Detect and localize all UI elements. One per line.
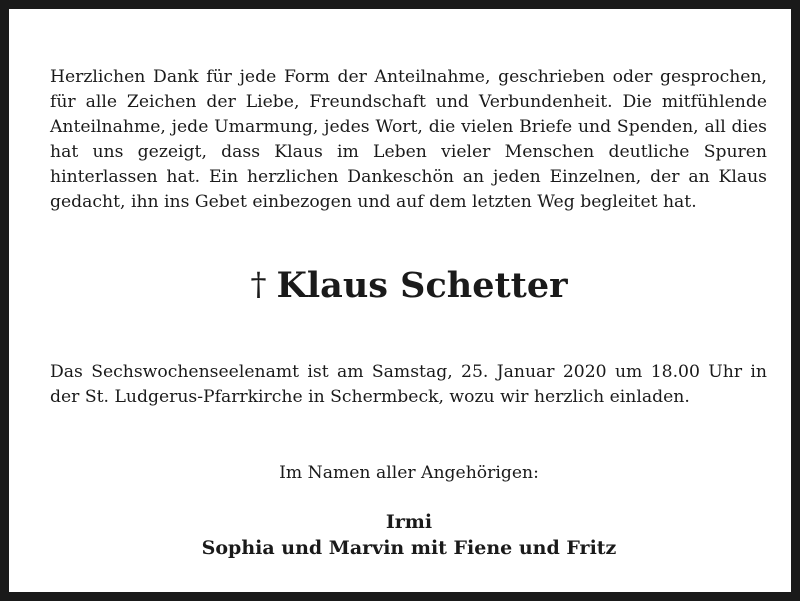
deceased-name: Klaus Schetter xyxy=(276,265,568,306)
cross-icon: † xyxy=(250,265,267,303)
on-behalf-line: Im Namen aller Angehörigen: xyxy=(279,463,539,483)
family-member-line: Sophia und Marvin mit Fiene und Fritz xyxy=(201,537,617,559)
mass-announcement: Das Sechswochenseelenamt ist am Samstag, 25. Januar 2020 um 18.00 Uhr in der St. Ludgerus-Pfarrkirche in Schermbeck, wozu wir herzlich einladen. xyxy=(50,362,767,407)
thanks-paragraph: Herzlichen Dank für jede Form der Anteilnahme, geschrieben oder gesprochen, für alle Zeichen der Liebe, Freundschaft und Verbundenheit. Die mitfühlende Anteilnahme, jede Umarmung, jedes Wort, die vielen Briefe und Spenden, all dies hat uns gezeigt, dass Klaus im Leben vieler Menschen deutliche Spuren hinterlassen hat. Ein herzlichen Dankeschön an jeden Einzelnen, der an Klaus gedacht, ihn ins Gebet einbezogen und auf dem letzten Weg begleitet hat. xyxy=(50,67,767,212)
family-member-line: Irmi xyxy=(385,511,433,533)
deceased-heading xyxy=(9,261,800,311)
family-signatures xyxy=(9,509,800,561)
